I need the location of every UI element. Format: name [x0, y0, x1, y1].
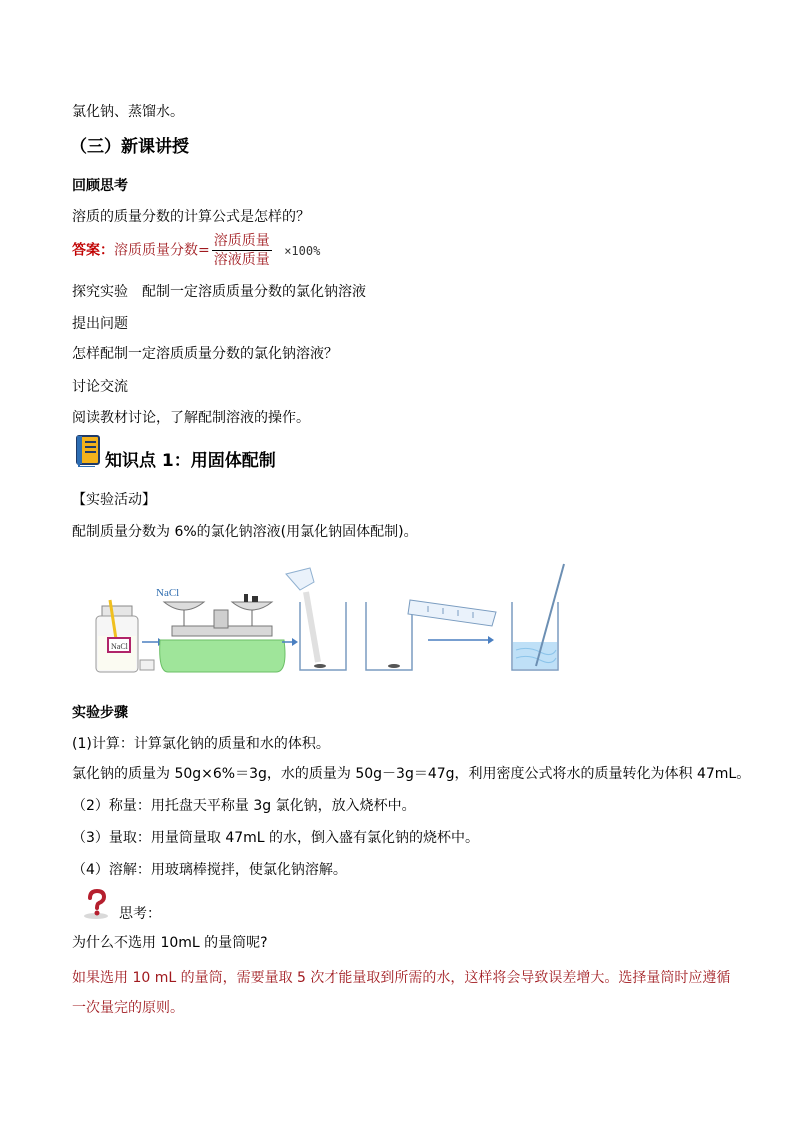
book-icon [75, 435, 101, 471]
step-1-detail: 氯化钠的质量为 50g×6%＝3g，水的质量为 50g－3g＝47g，利用密度公式将水的质量转化为体积 47mL。 [72, 766, 751, 782]
question-line: 怎样配制一定溶质质量分数的氯化钠溶液？ [72, 346, 338, 362]
knowledge-point-title: 知识点 1：用固体配制 [105, 451, 276, 471]
step-4: （4）溶解：用玻璃棒搅拌，使氯化钠溶解。 [72, 862, 347, 878]
think-label: 思考： [119, 906, 161, 922]
beaker-icon [366, 602, 412, 670]
beaker-icon [286, 568, 346, 670]
read-line: 阅读教材讨论，了解配制溶液的操作。 [72, 410, 310, 426]
discuss-heading: 讨论交流 [72, 379, 128, 395]
steps-heading: 实验步骤 [72, 705, 128, 721]
review-question: 溶质的质量分数的计算公式是怎样的？ [72, 209, 310, 225]
fraction-numerator: 溶质质量 [213, 233, 270, 249]
intro-line: 氯化钠、蒸馏水。 [72, 104, 184, 120]
balance-label: NaCl [156, 587, 180, 599]
answer-lhs: 溶质质量分数= [114, 242, 210, 259]
review-heading: 回顾思考 [72, 178, 128, 194]
explore-line: 探究实验 配制一定溶质质量分数的氯化钠溶液 [72, 284, 366, 300]
think-question: 为什么不选用 10mL 的量筒呢? [72, 935, 268, 951]
step-3: （3）量取：用量筒量取 47mL 的水，倒入盛有氯化钠的烧杯中。 [72, 830, 480, 846]
balance-icon [156, 587, 285, 672]
answer-label: 答案： [72, 242, 114, 259]
answer-formula [72, 232, 320, 269]
step-2: （2）称量：用托盘天平称量 3g 氯化钠，放入烧杯中。 [72, 798, 416, 814]
activity-heading: 【实验活动】 [72, 492, 156, 508]
pose-question-heading: 提出问题 [72, 316, 128, 332]
section-title: （三）新课讲授 [70, 137, 189, 157]
fraction [212, 232, 272, 269]
think-answer-line-2: 一次量完的原则。 [72, 1000, 184, 1016]
reagent-jar-icon [96, 600, 138, 672]
fraction-denominator: 溶液质量 [213, 252, 270, 268]
think-answer-line-1: 如果选用 10 mL 的量筒，需要量取 5 次才能量取到所需的水，这样将会导致误差增大。选择量筒时应遵循 [72, 970, 731, 986]
graduated-cylinder-icon [408, 600, 496, 626]
activity-desc: 配制质量分数为 6%的氯化钠溶液(用氯化钠固体配制)。 [72, 524, 418, 540]
experiment-diagram [88, 562, 588, 686]
jar-label: NaCl [111, 642, 128, 651]
step-1: (1)计算：计算氯化钠的质量和水的体积。 [72, 736, 330, 752]
question-mark-icon [82, 889, 110, 923]
beaker-icon [512, 564, 564, 670]
answer-multiplier: ×100% [284, 243, 321, 258]
